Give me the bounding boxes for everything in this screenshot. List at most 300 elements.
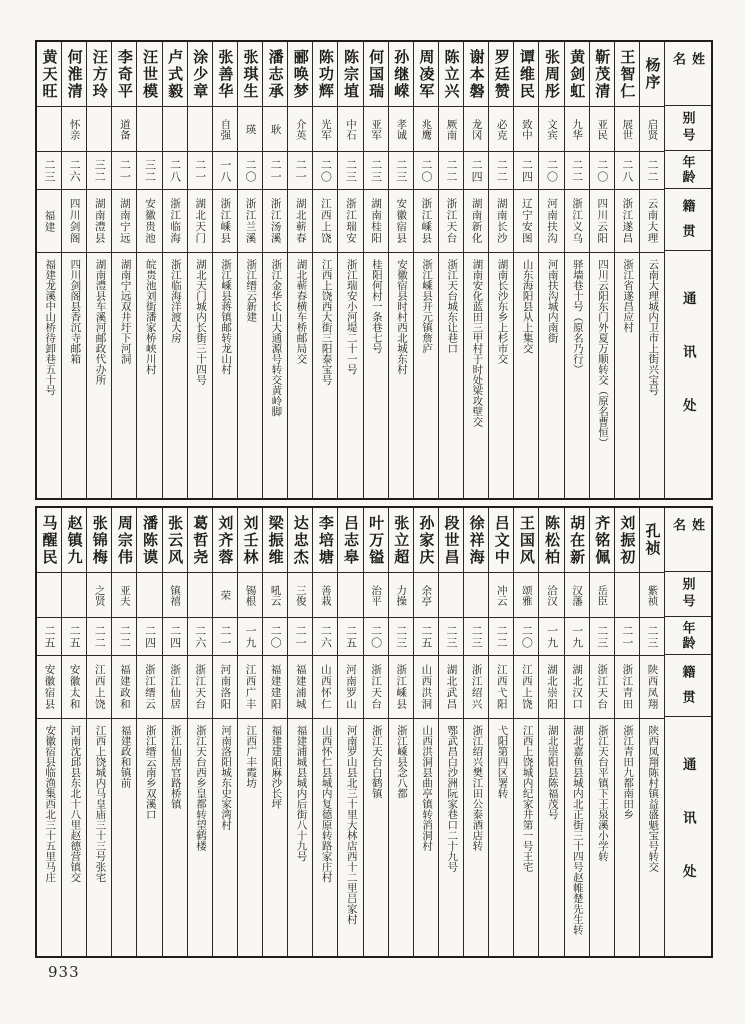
entry-age: 二六 — [62, 152, 86, 190]
entry-address: 浙江天台平镇下王泉溪小学转 — [596, 725, 608, 862]
entry-name: 刘齐蓉 — [213, 508, 237, 573]
entry-native: 浙江瑞安 — [338, 190, 362, 253]
entry-age: 二三 — [640, 618, 664, 656]
entry-native: 山西怀仁 — [313, 656, 337, 719]
entry-native: 山西洪洞 — [414, 656, 438, 719]
entry-native: 浙江汤溪 — [263, 190, 287, 253]
entry-name: 孙家庆 — [414, 508, 438, 573]
entry-column — [639, 508, 664, 956]
entry-name: 汪世模 — [137, 42, 161, 107]
entry-alias: 展世 — [615, 107, 639, 152]
row-header-address: 通讯处 — [680, 291, 696, 452]
entry-address: 浙江嵊县开元镇詹庐 — [421, 259, 433, 354]
entry-name: 李培塘 — [313, 508, 337, 573]
entry-address: 弋阳第四区署转 — [496, 725, 508, 799]
entry-alias — [37, 573, 61, 618]
entry-address: 湖南澧县车溪河邮政代办所 — [94, 259, 106, 385]
entry-address: 浙江缙云新建 — [245, 259, 257, 322]
entry-column — [237, 508, 262, 956]
entry-address: 安徽宿县时村西北城东村 — [395, 259, 407, 375]
entry-column — [212, 42, 237, 498]
entry-native: 浙江遂昌 — [615, 190, 639, 253]
entry-alias: 中石 — [338, 107, 362, 152]
entry-alias: 力操 — [389, 573, 413, 618]
directory-table-top — [35, 40, 713, 500]
entry-column — [212, 508, 237, 956]
entry-native: 福建 — [37, 190, 61, 253]
entry-age: 二二 — [439, 152, 463, 190]
entry-address: 湖北蕲春横车桥邮局交 — [295, 259, 307, 364]
entry-native: 湖北武昌 — [439, 656, 463, 719]
entry-name: 陈松柏 — [539, 508, 563, 573]
entry-age: 二五 — [62, 618, 86, 656]
entry-address: 湖北嘉鱼县城内北正街三十四号赵帷楚先生转 — [571, 725, 583, 935]
entry-age: 二一 — [188, 152, 212, 190]
entry-age: 二三 — [464, 618, 488, 656]
entry-native: 福建建阳 — [263, 656, 287, 719]
entry-address: 桂阳何村一条巷七号 — [370, 259, 382, 354]
entry-age: 二三 — [37, 152, 61, 190]
entry-alias: 三俊 — [288, 573, 312, 618]
entry-column — [86, 42, 111, 498]
entry-address: 陕西凤翔陈村镇益盛魁宝号转交 — [647, 725, 659, 872]
entry-name: 王智仁 — [615, 42, 639, 107]
row-header-name: 姓名 — [665, 42, 711, 106]
entry-age: 二〇 — [364, 618, 388, 656]
entry-native: 浙江绍兴 — [464, 656, 488, 719]
entry-alias: 颂雅 — [514, 573, 538, 618]
entry-column — [61, 508, 86, 956]
entry-name: 孔祯 — [640, 508, 664, 573]
entry-native: 浙江义乌 — [565, 190, 589, 253]
entry-native: 湖北天门 — [188, 190, 212, 253]
entry-native: 江西广丰 — [238, 656, 262, 719]
entry-age: 二二 — [87, 618, 111, 656]
row-header-age: 年龄 — [665, 617, 711, 655]
entry-address: 湖北崇阳县陈福茂号 — [546, 725, 558, 820]
entry-native: 浙江天台 — [590, 656, 614, 719]
entry-column — [61, 42, 86, 498]
entry-name: 张锦梅 — [87, 508, 111, 573]
entry-name: 葛哲尧 — [188, 508, 212, 573]
entry-address: 浙江天台城东让巷口 — [446, 259, 458, 354]
entry-age: 二二 — [565, 152, 589, 190]
entry-column — [337, 508, 362, 956]
entry-address: 山东海阳县从上集交 — [521, 259, 533, 354]
entry-age: 三二 — [87, 152, 111, 190]
entry-name: 陈立兴 — [439, 42, 463, 107]
row-header-name: 姓名 — [665, 508, 711, 572]
entry-age: 一九 — [238, 618, 262, 656]
entry-native: 浙江仙居 — [163, 656, 187, 719]
entry-name: 吕文中 — [489, 508, 513, 573]
entry-name: 赵镇九 — [62, 508, 86, 573]
entry-column — [162, 508, 187, 956]
entry-address: 四川云阳东门外夏万顺转交（原名曹恒） — [596, 259, 608, 448]
entry-age: 一九 — [539, 618, 563, 656]
entry-address: 湖南安化蓝田三甲村于时处梁攻壁交 — [471, 259, 483, 427]
entry-age: 二〇 — [263, 618, 287, 656]
entry-native: 江西弋阳 — [489, 656, 513, 719]
entry-alias: 镇禧 — [163, 573, 187, 618]
entry-name: 黄天旺 — [37, 42, 61, 107]
entry-column — [187, 42, 212, 498]
entry-age: 一九 — [565, 618, 589, 656]
entry-address: 浙江天台白鹤镇 — [370, 725, 382, 799]
entry-name: 张立超 — [389, 508, 413, 573]
entry-column — [513, 42, 538, 498]
entry-age: 二三 — [364, 152, 388, 190]
entry-name: 张周彤 — [539, 42, 563, 107]
entry-address: 皖贵池刘街潘家桥峡川村 — [144, 259, 156, 375]
entry-column — [312, 42, 337, 498]
entry-alias — [615, 573, 639, 618]
entry-alias: 亚军 — [364, 107, 388, 152]
row-header-alias: 别号 — [665, 106, 711, 151]
entry-address: 浙江临海洋渡大房 — [169, 259, 181, 343]
entry-name: 马醒民 — [37, 508, 61, 573]
entry-native: 安徽宿县 — [389, 190, 413, 253]
entry-native: 四川云阳 — [590, 190, 614, 253]
entry-column — [589, 508, 614, 956]
entry-age: 二三 — [389, 152, 413, 190]
entry-name: 陈功辉 — [313, 42, 337, 107]
entry-address: 浙江瑞安小河堤二十一号 — [345, 259, 357, 375]
entry-address: 江西上饶西大街三阳泰宝号 — [320, 259, 332, 385]
entry-native: 湖南宁远 — [112, 190, 136, 253]
entry-native: 湖南澧县 — [87, 190, 111, 253]
entry-age: 二四 — [514, 152, 538, 190]
entry-age: 二六 — [313, 618, 337, 656]
entry-name: 黄剑虹 — [565, 42, 589, 107]
entry-column — [463, 508, 488, 956]
entry-alias: 道备 — [112, 107, 136, 152]
entry-age: 二二 — [112, 618, 136, 656]
entry-age: 二三 — [338, 152, 362, 190]
entry-address: 江西上饶城内纪家井第一号王宅 — [521, 725, 533, 872]
entry-column — [413, 508, 438, 956]
entry-address: 河南洛阳城东史家湾村 — [220, 725, 232, 830]
entry-name: 梁振维 — [263, 508, 287, 573]
entry-address: 福建龙溪中山桥待卸巷五十号 — [44, 259, 56, 396]
entry-name: 张云风 — [163, 508, 187, 573]
entry-name: 谢本磐 — [464, 42, 488, 107]
entry-column — [136, 508, 161, 956]
entry-age: 二五 — [338, 618, 362, 656]
entry-alias: 冲云 — [489, 573, 513, 618]
entry-native: 四川剑阁 — [62, 190, 86, 253]
entry-alias: 亚夫 — [112, 573, 136, 618]
entry-age: 三二 — [137, 152, 161, 190]
entry-column — [187, 508, 212, 956]
entry-name: 刘振初 — [615, 508, 639, 573]
entry-address: 山西洪洞县曲亭镇转消洞村 — [421, 725, 433, 851]
entry-column — [388, 508, 413, 956]
entry-age: 二三 — [590, 618, 614, 656]
entry-address: 安徽宿县临渔集西北三十五里马庄 — [44, 725, 56, 883]
entry-alias: 耿 — [263, 107, 287, 152]
entry-alias: 启贤 — [640, 107, 664, 152]
entry-column — [287, 508, 312, 956]
entry-alias — [188, 107, 212, 152]
entry-age: 二〇 — [590, 152, 614, 190]
entry-native: 河南扶沟 — [539, 190, 563, 253]
entry-name: 杨序 — [640, 42, 664, 107]
entry-alias: 九华 — [565, 107, 589, 152]
entry-alias: 善栽 — [313, 573, 337, 618]
entry-address: 鄂武昌白沙洲阮家巷口二十九号 — [446, 725, 458, 872]
entry-column — [111, 42, 136, 498]
entry-name: 刘壬林 — [238, 508, 262, 573]
row-header-native: 籍贯 — [665, 189, 711, 251]
entry-column — [463, 42, 488, 498]
entry-native: 云南大理 — [640, 190, 664, 253]
entry-native: 安徽宿县 — [37, 656, 61, 719]
entry-native: 湖南桂阳 — [364, 190, 388, 253]
entry-age: 二〇 — [514, 618, 538, 656]
entry-name: 潘志承 — [263, 42, 287, 107]
entry-name: 段世昌 — [439, 508, 463, 573]
entry-native: 浙江天台 — [188, 656, 212, 719]
entry-alias: 紫祯 — [640, 573, 664, 618]
entry-native: 江西上饶 — [87, 656, 111, 719]
entry-column — [86, 508, 111, 956]
entry-native: 湖南长沙 — [489, 190, 513, 253]
entry-address: 江西广丰霞坊 — [245, 725, 257, 788]
entry-alias: 余亭 — [414, 573, 438, 618]
entry-alias — [137, 107, 161, 152]
entry-column — [287, 42, 312, 498]
entry-address: 福建政和镇前 — [119, 725, 131, 788]
entry-address: 福建浦城县城内后街八十九号 — [295, 725, 307, 862]
entry-native: 江西上饶 — [313, 190, 337, 253]
entry-name: 谭维民 — [514, 42, 538, 107]
entry-address: 湖南宁远双井圩下河洞 — [119, 259, 131, 364]
entry-age: 二二 — [640, 152, 664, 190]
entry-alias — [87, 107, 111, 152]
entry-name: 何淮清 — [62, 42, 86, 107]
entry-native: 浙江缙云 — [137, 656, 161, 719]
entry-name: 何国瑞 — [364, 42, 388, 107]
entry-name: 孙继嵘 — [389, 42, 413, 107]
entry-alias: 锡根 — [238, 573, 262, 618]
entry-name: 郦唤梦 — [288, 42, 312, 107]
entry-address: 湖南长沙东乡上杉市交 — [496, 259, 508, 364]
entry-address: 浙江缙云南乡双溪口 — [144, 725, 156, 820]
entry-column — [564, 508, 589, 956]
entry-age: 二〇 — [238, 152, 262, 190]
entry-native: 浙江青田 — [615, 656, 639, 719]
entry-alias: 龙冈 — [464, 107, 488, 152]
entry-column — [363, 42, 388, 498]
entry-address: 河南扶沟城内南街 — [546, 259, 558, 343]
entry-column — [111, 508, 136, 956]
row-header-column — [664, 508, 711, 956]
entry-age: 二四 — [464, 152, 488, 190]
entry-age: 二八 — [163, 152, 187, 190]
entry-address: 浙江青田九都南田乡 — [622, 725, 634, 820]
entry-column — [438, 42, 463, 498]
entry-alias: 怀亲 — [62, 107, 86, 152]
entry-alias — [137, 573, 161, 618]
entry-age: 二一 — [288, 618, 312, 656]
entry-column — [337, 42, 362, 498]
entry-column — [513, 508, 538, 956]
entry-column — [639, 42, 664, 498]
entry-column — [413, 42, 438, 498]
entry-name: 李奇平 — [112, 42, 136, 107]
entry-address: 河南罗山县北三十里大林店西十二里吕家村 — [345, 725, 357, 925]
entry-column — [589, 42, 614, 498]
entry-age: 二一 — [263, 152, 287, 190]
row-header-address: 通讯处 — [680, 757, 696, 918]
entry-age: 二〇 — [539, 152, 563, 190]
entry-column — [614, 508, 639, 956]
row-header-alias: 别号 — [665, 572, 711, 617]
page-number: 933 — [48, 963, 80, 981]
entry-column — [488, 42, 513, 498]
entry-age: 二〇 — [313, 152, 337, 190]
entry-age: 二一 — [288, 152, 312, 190]
entry-name: 王国风 — [514, 508, 538, 573]
entry-native: 安徽贵池 — [137, 190, 161, 253]
entry-address: 浙江绍兴樊江田公泰酒店转 — [471, 725, 483, 851]
entry-alias: 自强 — [213, 107, 237, 152]
entry-name: 齐铭佩 — [590, 508, 614, 573]
entry-alias — [188, 573, 212, 618]
entry-age: 二三 — [389, 618, 413, 656]
entry-native: 浙江天台 — [364, 656, 388, 719]
entry-alias — [37, 107, 61, 152]
entry-alias — [439, 573, 463, 618]
entry-native: 江西上饶 — [514, 656, 538, 719]
entry-age: 二八 — [615, 152, 639, 190]
entry-age: 二四 — [163, 618, 187, 656]
entry-age: 二六 — [188, 618, 212, 656]
entry-alias: 汉藩 — [565, 573, 589, 618]
entry-alias: 荣 — [213, 573, 237, 618]
entry-alias: 之贤 — [87, 573, 111, 618]
row-header-age: 年龄 — [665, 151, 711, 189]
entry-column — [262, 508, 287, 956]
entry-address: 江西上饶城内马皇庙三十三号张宅 — [94, 725, 106, 883]
entry-age: 二三 — [439, 618, 463, 656]
entry-alias: 治平 — [364, 573, 388, 618]
entry-alias: 介英 — [288, 107, 312, 152]
entry-column — [312, 508, 337, 956]
entry-age: 二四 — [137, 618, 161, 656]
entry-column — [37, 42, 61, 498]
entry-native: 陕西凤翔 — [640, 656, 664, 719]
entry-column — [136, 42, 161, 498]
entry-name: 吕志皋 — [338, 508, 362, 573]
entry-alias: 亚民 — [590, 107, 614, 152]
entry-native: 湖北崇阳 — [539, 656, 563, 719]
entry-native: 浙江临海 — [163, 190, 187, 253]
entry-age: 一八 — [213, 152, 237, 190]
entry-alias: 文宾 — [539, 107, 563, 152]
entry-name: 张善华 — [213, 42, 237, 107]
entry-address: 山西怀仁县城内复德原转路家庄村 — [320, 725, 332, 883]
entry-alias: 瑛 — [238, 107, 262, 152]
entry-address: 驿墙巷十号（原名乃行） — [571, 259, 583, 375]
entry-name: 罗廷赞 — [489, 42, 513, 107]
entry-native: 湖北汉口 — [565, 656, 589, 719]
entry-name: 周宗伟 — [112, 508, 136, 573]
entry-age: 二五 — [37, 618, 61, 656]
entry-age: 二五 — [414, 618, 438, 656]
entry-alias: 必克 — [489, 107, 513, 152]
entry-native: 浙江天台 — [439, 190, 463, 253]
entry-name: 汪方玲 — [87, 42, 111, 107]
entry-address: 云南大理城内卫市上街兴宝号 — [647, 259, 659, 396]
entry-column — [438, 508, 463, 956]
entry-alias: 光军 — [313, 107, 337, 152]
entry-name: 胡在新 — [565, 508, 589, 573]
entry-native: 浙江嵊县 — [414, 190, 438, 253]
row-header-column — [664, 42, 711, 498]
entry-alias: 致中 — [514, 107, 538, 152]
entry-alias: 洽汉 — [539, 573, 563, 618]
entry-native: 浙江兰溪 — [238, 190, 262, 253]
entry-address: 浙江金华长山大通源号转交黄岭脚 — [270, 259, 282, 417]
entry-name: 陈宗埴 — [338, 42, 362, 107]
entry-age: 二一 — [213, 618, 237, 656]
entry-column — [538, 42, 563, 498]
entry-address: 浙江省遂昌应村 — [622, 259, 634, 333]
entry-column — [363, 508, 388, 956]
entry-address: 浙江仙居官路桥镇 — [169, 725, 181, 809]
entry-address: 浙江嵊县念八都 — [395, 725, 407, 799]
entry-native: 福建政和 — [112, 656, 136, 719]
row-header-native: 籍贯 — [665, 655, 711, 717]
entry-native: 浙江嵊县 — [213, 190, 237, 253]
entry-column — [488, 508, 513, 956]
entry-age: 二二 — [489, 618, 513, 656]
entry-alias: 孝诚 — [389, 107, 413, 152]
entry-alias — [163, 107, 187, 152]
entry-alias: 兆鹰 — [414, 107, 438, 152]
entry-address: 四川剑阁县香沉寺邮箱 — [69, 259, 81, 364]
entry-name: 涂少章 — [188, 42, 212, 107]
entry-address: 浙江嵊县蒋镇邮转龙山村 — [220, 259, 232, 375]
entry-name: 卢式毅 — [163, 42, 187, 107]
entry-column — [614, 42, 639, 498]
entry-column — [538, 508, 563, 956]
entry-native: 河南洛阳 — [213, 656, 237, 719]
entry-name: 靳茂清 — [590, 42, 614, 107]
entry-native: 湖南新化 — [464, 190, 488, 253]
entry-name: 叶万镒 — [364, 508, 388, 573]
entry-column — [237, 42, 262, 498]
entry-native: 安徽太和 — [62, 656, 86, 719]
entry-alias — [464, 573, 488, 618]
entry-age: 二二 — [489, 152, 513, 190]
entry-age: 二〇 — [414, 152, 438, 190]
entry-age: 二一 — [112, 152, 136, 190]
entry-native: 辽宁安图 — [514, 190, 538, 253]
entry-native: 浙江嵊县 — [389, 656, 413, 719]
entry-column — [262, 42, 287, 498]
entry-column — [162, 42, 187, 498]
entry-age: 二一 — [615, 618, 639, 656]
entry-name: 张琪生 — [238, 42, 262, 107]
entry-column — [37, 508, 61, 956]
entry-name: 潘陈谟 — [137, 508, 161, 573]
directory-table-bottom — [35, 506, 713, 958]
entry-alias: 吼云 — [263, 573, 287, 618]
entry-name: 周凌军 — [414, 42, 438, 107]
